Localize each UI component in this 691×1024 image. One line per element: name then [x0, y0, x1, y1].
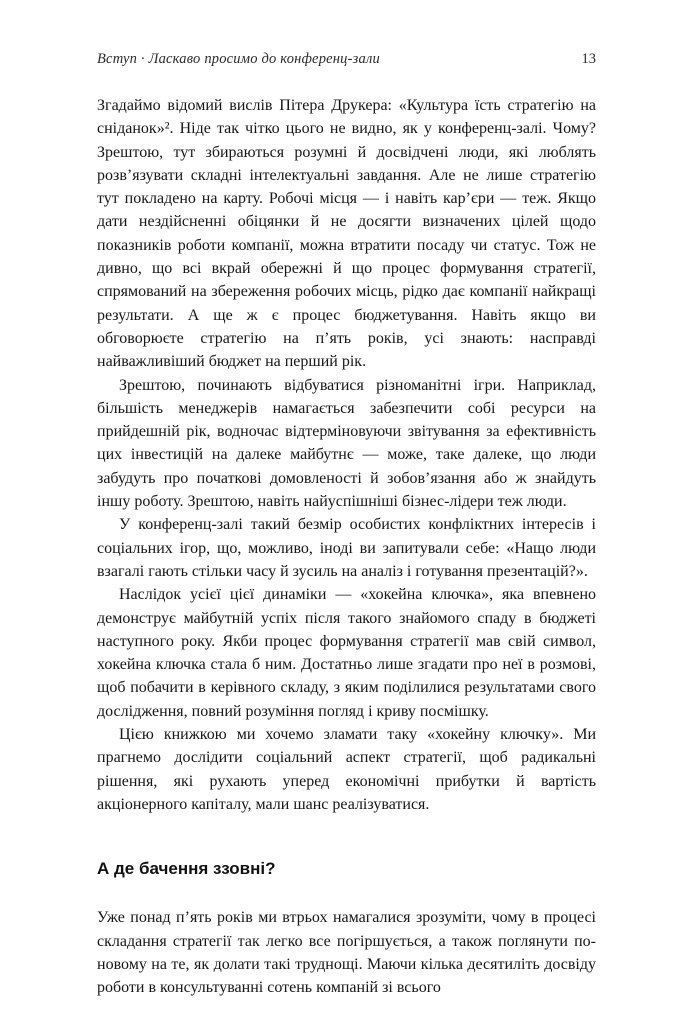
paragraph: Наслідок усієї цієї динаміки — «хокейна ключка», яка впевнено демонструє майбутній успіх після такого знайомого спаду в бюджеті наступного року. Якби процес формування стратегії мав свій символ, хокейна ключка стала б ним. Достатньо лише згадати про неї в розмові, щоб побачити в керівного складу, з яким поділилися результатами свого дослідження, повний розуміння погляд і криву посмішку.	[97, 586, 596, 720]
paragraph: Зрештою, починають відбуватися різноманітні ігри. Наприклад, більшість менеджерів намагається забезпечити собі ресурси на прийдешній рік, водночас відтерміновуючи звітування за ефективність цих інвестицій на далеке майбутнє — може, таке далеке, що люди забудуть про початкові домовленості й зобов’язання або ж знайдуть іншу роботу. Зрештою, навіть найуспішніші бізнес-лідери теж люди.	[97, 376, 596, 511]
paragraph: У конференц-залі такий безмір особистих конфліктних інтересів і соціальних ігор, що, можливо, іноді ви запитували себе: «Нащо люди взагалі гають стільки часу й зусиль на аналіз і готування презентацій?».	[97, 516, 596, 580]
running-header	[97, 50, 596, 68]
paragraph: Уже понад п’ять років ми втрьох намагалися зрозуміти, чому в процесі складання стратегії так легко все погіршується, а також поглянути по-новому на те, як долати такі труднощі. Маючи кілька десятиліть досвіду роботи в консультуванні сотень компаній зі всього	[97, 909, 596, 997]
paragraph: Згадаймо відомий вислів Пітера Друкера: «Культура їсть стратегію на сніданок»². Ніде так чітко цього не видно, як у конференц-залі. Чому? Зрештою, тут збираються розумні й досвідчені люди, які люблять розв’язувати складні інтелектуальні завдання. Але не лише стратегію тут покладено на карту. Робочі місця — і навіть кар’єри — теж. Якщо дати нездійсненні обіцянки й не досягти визначених цілей щодо показників роботи компанії, можна втратити посаду чи статус. Тож не дивно, що всі вкрай обережні й що процес формування стратегії, спрямований на збереження робочих місць, рідко дає компанії найкращі результати. А ще ж є процес бюджетування. Навіть якщо ви обговорюєте стратегію на п’ять років, усі знають: насправді найважливіший бюджет на перший рік.	[97, 97, 596, 371]
running-title: Вступ · Ласкаво просимо до конференц-зали	[97, 51, 380, 67]
page-number: 13	[581, 51, 596, 67]
section-heading: А де бачення ззовні?	[97, 859, 276, 879]
page-body	[97, 94, 596, 999]
paragraph: Цією книжкою ми хочемо зламати таку «хокейну ключку». Ми прагнемо дослідити соціальний аспект стратегії, щоб радикальні рішення, які рухають уперед економічні прибутки й вартість акціонерного капіталу, мали шанс реалізуватися.	[97, 726, 596, 813]
